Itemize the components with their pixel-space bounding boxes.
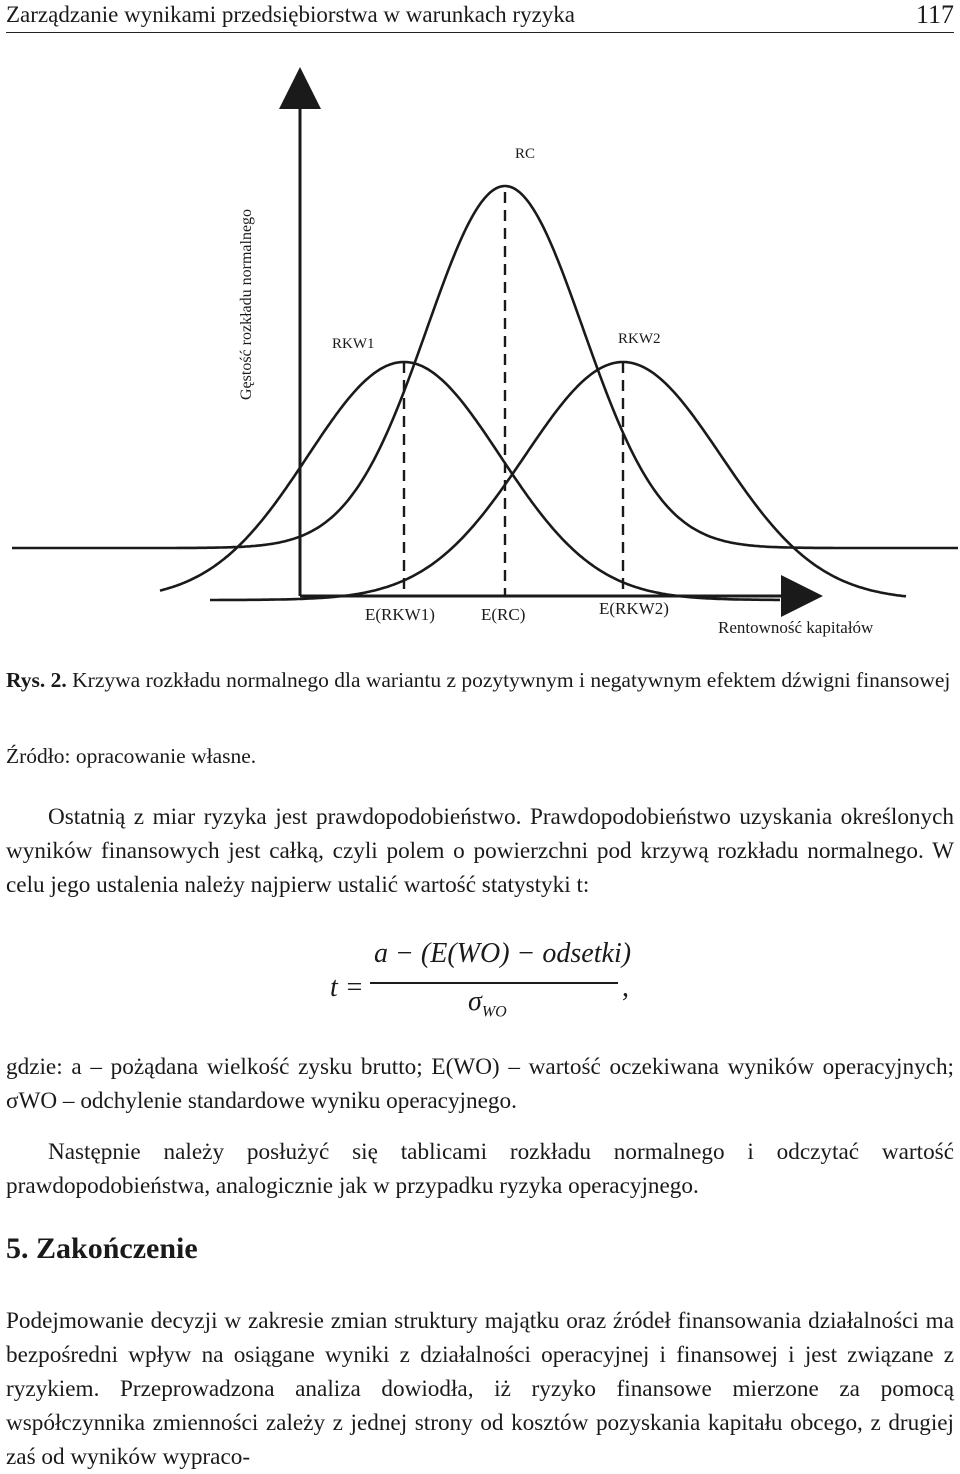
mean-label-rc: E(RC) — [481, 605, 526, 624]
curve-rc — [12, 186, 958, 548]
figure-id: Rys. 2. — [6, 668, 67, 692]
paragraph-definitions: gdzie: a – pożądana wielkość zysku brutto; E(WO) – wartość oczekiwana wyników operacyjnych; σWO – odchylenie standardowe wyniku operacyjnego. — [6, 1054, 954, 1114]
curve-label-rkw1: RKW1 — [332, 336, 375, 352]
curve-label-rkw2: RKW2 — [618, 331, 661, 347]
equation-numerator: a − (E(WO) − odsetki) — [374, 938, 632, 969]
caption-text: Krzywa rozkładu normalnego dla wariantu z pozytywnym i negatywnym efektem dźwigni finansowej — [72, 668, 951, 692]
x-axis-label: Rentowność kapitałów — [718, 618, 874, 637]
paragraph-probability: Ostatnią z miar ryzyka jest prawdopodobieństwo. Prawdopodobieństwo uzyskania określonych wyników finansowych jest całką, czyli polem o powierzchni pod krzywą rozkładu normalnego. W celu jego ustalenia należy najpierw ustalić wartość statystyki t: — [6, 804, 954, 898]
paragraph-next-step: Następnie należy posłużyć się tablicami rozkładu normalnego i odczytać wartość prawdopodobieństwa, analogicznie jak w przypadku ryzyka operacyjnego. — [6, 1139, 954, 1199]
curve-rkw2 — [210, 362, 906, 600]
section-heading: 5. Zakończenie — [6, 1232, 198, 1265]
equation-trailing: , — [622, 972, 629, 1003]
equation-denominator: $\sigma_{WO}$ — [468, 986, 507, 1021]
paragraph-conclusion: Podejmowanie decyzji w zakresie zmian struktury majątku oraz źródeł finansowania działalności ma bezpośredni wpływ na osiągane wyniki z działalności operacyjnej i finansowej i jest związane z ryzykiem. Przeprowadzona analiza dowiodła, iż ryzyko finansowe mierzone za pomocą współczynnika zmienności zależy z jednej strony od kosztów pozyskania kapitału obcego, z drugiej zaś od wyników wypraco- — [6, 1308, 954, 1470]
running-header — [6, 0, 954, 33]
mean-label-rkw1: E(RKW1) — [365, 605, 435, 624]
y-axis-label: Gęstość rozkładu normalnego — [238, 208, 255, 400]
running-title: Zarządzanie wynikami przedsiębiorstwa w warunkach ryzyka — [6, 2, 576, 27]
figure-caption — [6, 664, 952, 696]
equation-t-statistic — [300, 938, 700, 1028]
figure-source: Źródło: opracowanie własne. — [6, 744, 257, 768]
normal-distribution-figure — [0, 60, 960, 650]
mean-label-rkw2: E(RKW2) — [599, 599, 669, 618]
equation-lhs: t = — [330, 972, 364, 1003]
fraction-bar — [370, 982, 618, 984]
page-number: 117 — [915, 0, 954, 29]
curve-label-rc: RC — [515, 146, 536, 162]
